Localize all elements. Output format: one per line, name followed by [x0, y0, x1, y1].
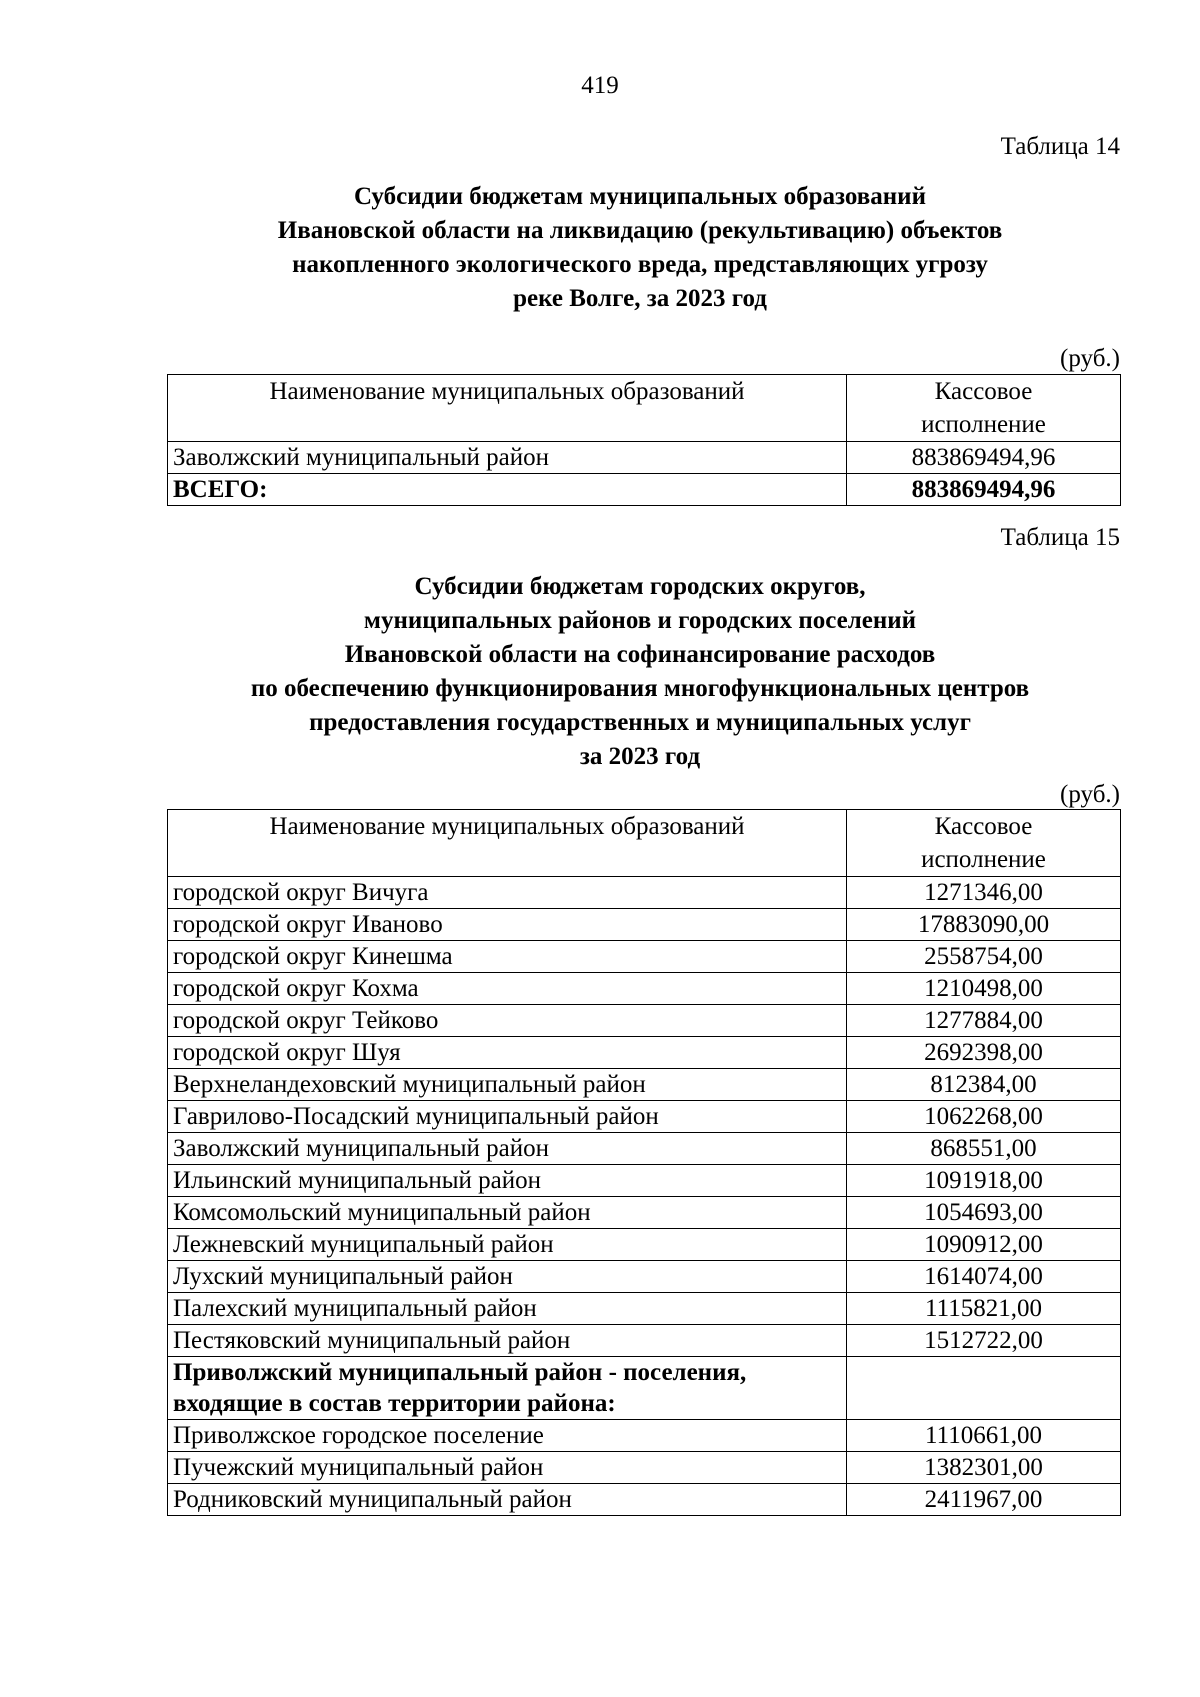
row-value: 1091918,00: [847, 1165, 1121, 1197]
row-name: городской округ Тейково: [168, 1005, 847, 1037]
row-value: 1210498,00: [847, 973, 1121, 1005]
row-value: 1614074,00: [847, 1261, 1121, 1293]
row-value: 1277884,00: [847, 1005, 1121, 1037]
table-row: [168, 1197, 1121, 1229]
table14-title-line: накопленного экологического вреда, представляющих угрозу: [292, 251, 988, 278]
row-name: городской округ Иваново: [168, 909, 847, 941]
table-row: [168, 877, 1121, 909]
row-value: 1110661,00: [847, 1420, 1121, 1452]
row-name: городской округ Шуя: [168, 1037, 847, 1069]
table-row: [168, 941, 1121, 973]
table14-title-line: реке Волге, за 2023 год: [513, 285, 767, 312]
column-header-value-line2: исполнение: [921, 411, 1046, 438]
total-name: ВСЕГО:: [168, 474, 847, 506]
subheader-name: [168, 1357, 847, 1420]
table15-title-line: Ивановской области на софинансирование расходов: [344, 641, 936, 668]
row-value: 812384,00: [847, 1069, 1121, 1101]
table-row: [168, 1069, 1121, 1101]
table15-title-line: муниципальных районов и городских поселений: [363, 607, 917, 634]
table-row: [168, 1420, 1121, 1452]
row-value: 868551,00: [847, 1133, 1121, 1165]
table14-header-row: [168, 375, 1121, 442]
total-row: [168, 474, 1121, 506]
row-name: Заволжский муниципальный район: [168, 1133, 847, 1165]
table-row: [168, 909, 1121, 941]
table-row: [168, 442, 1121, 474]
table14: [167, 374, 1121, 506]
page-number: 419: [581, 72, 619, 99]
total-value: 883869494,96: [847, 474, 1121, 506]
column-header-value: [847, 375, 1121, 442]
table-row: [168, 1005, 1121, 1037]
table-row: [168, 1452, 1121, 1484]
table15-title-line: по обеспечению функционирования многофункциональных центров: [250, 675, 1030, 702]
row-value: 2558754,00: [847, 941, 1121, 973]
table14-label: Таблица 14: [1000, 133, 1120, 160]
table-row: [168, 1484, 1121, 1516]
row-value: 1090912,00: [847, 1229, 1121, 1261]
row-value: 1271346,00: [847, 877, 1121, 909]
row-value: 1062268,00: [847, 1101, 1121, 1133]
row-name: Верхнеландеховский муниципальный район: [168, 1069, 847, 1101]
table15-header-row: [168, 810, 1121, 877]
row-name: Лежневский муниципальный район: [168, 1229, 847, 1261]
table15-title: [160, 570, 1120, 774]
row-value: 1512722,00: [847, 1325, 1121, 1357]
table-row: [168, 1261, 1121, 1293]
row-value: 883869494,96: [847, 442, 1121, 474]
column-header-value-line1: Кассовое: [934, 378, 1033, 405]
table-row: [168, 973, 1121, 1005]
subheader-line2: входящие в состав территории района:: [173, 1390, 616, 1417]
row-value: 1382301,00: [847, 1452, 1121, 1484]
row-name: городской округ Кохма: [168, 973, 847, 1005]
table15-title-line: за 2023 год: [579, 743, 701, 770]
row-name: городской округ Вичуга: [168, 877, 847, 909]
row-name: городской округ Кинешма: [168, 941, 847, 973]
table14-title: [160, 180, 1120, 316]
row-name: Родниковский муниципальный район: [168, 1484, 847, 1516]
column-header-name: Наименование муниципальных образований: [168, 375, 847, 442]
row-name: Приволжское городское поселение: [168, 1420, 847, 1452]
row-name: Лухский муниципальный район: [168, 1261, 847, 1293]
table14-unit: (руб.): [1060, 345, 1120, 372]
row-name: Палехский муниципальный район: [168, 1293, 847, 1325]
column-header-value: [847, 810, 1121, 877]
row-value: 17883090,00: [847, 909, 1121, 941]
row-name: Пучежский муниципальный район: [168, 1452, 847, 1484]
column-header-value-line1: Кассовое: [934, 813, 1033, 840]
row-name: Гаврилово-Посадский муниципальный район: [168, 1101, 847, 1133]
row-name: Пестяковский муниципальный район: [168, 1325, 847, 1357]
row-value: 1054693,00: [847, 1197, 1121, 1229]
table-row: [168, 1037, 1121, 1069]
subheader-row: [168, 1357, 1121, 1420]
table15: [167, 809, 1121, 1516]
row-value: 1115821,00: [847, 1293, 1121, 1325]
subheader-line1: Приволжский муниципальный район - поселения,: [173, 1359, 747, 1386]
row-value: 2411967,00: [847, 1484, 1121, 1516]
row-name: Ильинский муниципальный район: [168, 1165, 847, 1197]
table-row: [168, 1229, 1121, 1261]
subheader-value-empty: [847, 1357, 1121, 1420]
table15-label: Таблица 15: [1000, 524, 1120, 551]
table14-title-line: Субсидии бюджетам муниципальных образований: [354, 183, 926, 210]
table15-title-line: Субсидии бюджетам городских округов,: [414, 573, 866, 600]
column-header-name: Наименование муниципальных образований: [168, 810, 847, 877]
column-header-value-line2: исполнение: [921, 846, 1046, 873]
row-value: 2692398,00: [847, 1037, 1121, 1069]
row-name: Комсомольский муниципальный район: [168, 1197, 847, 1229]
table15-unit: (руб.): [1060, 781, 1120, 808]
table-row: [168, 1101, 1121, 1133]
table-row: [168, 1293, 1121, 1325]
row-name: Заволжский муниципальный район: [168, 442, 847, 474]
table-row: [168, 1133, 1121, 1165]
table15-title-line: предоставления государственных и муниципальных услуг: [309, 709, 971, 736]
table14-title-line: Ивановской области на ликвидацию (рекультивацию) объектов: [277, 217, 1003, 244]
table-row: [168, 1325, 1121, 1357]
table-row: [168, 1165, 1121, 1197]
